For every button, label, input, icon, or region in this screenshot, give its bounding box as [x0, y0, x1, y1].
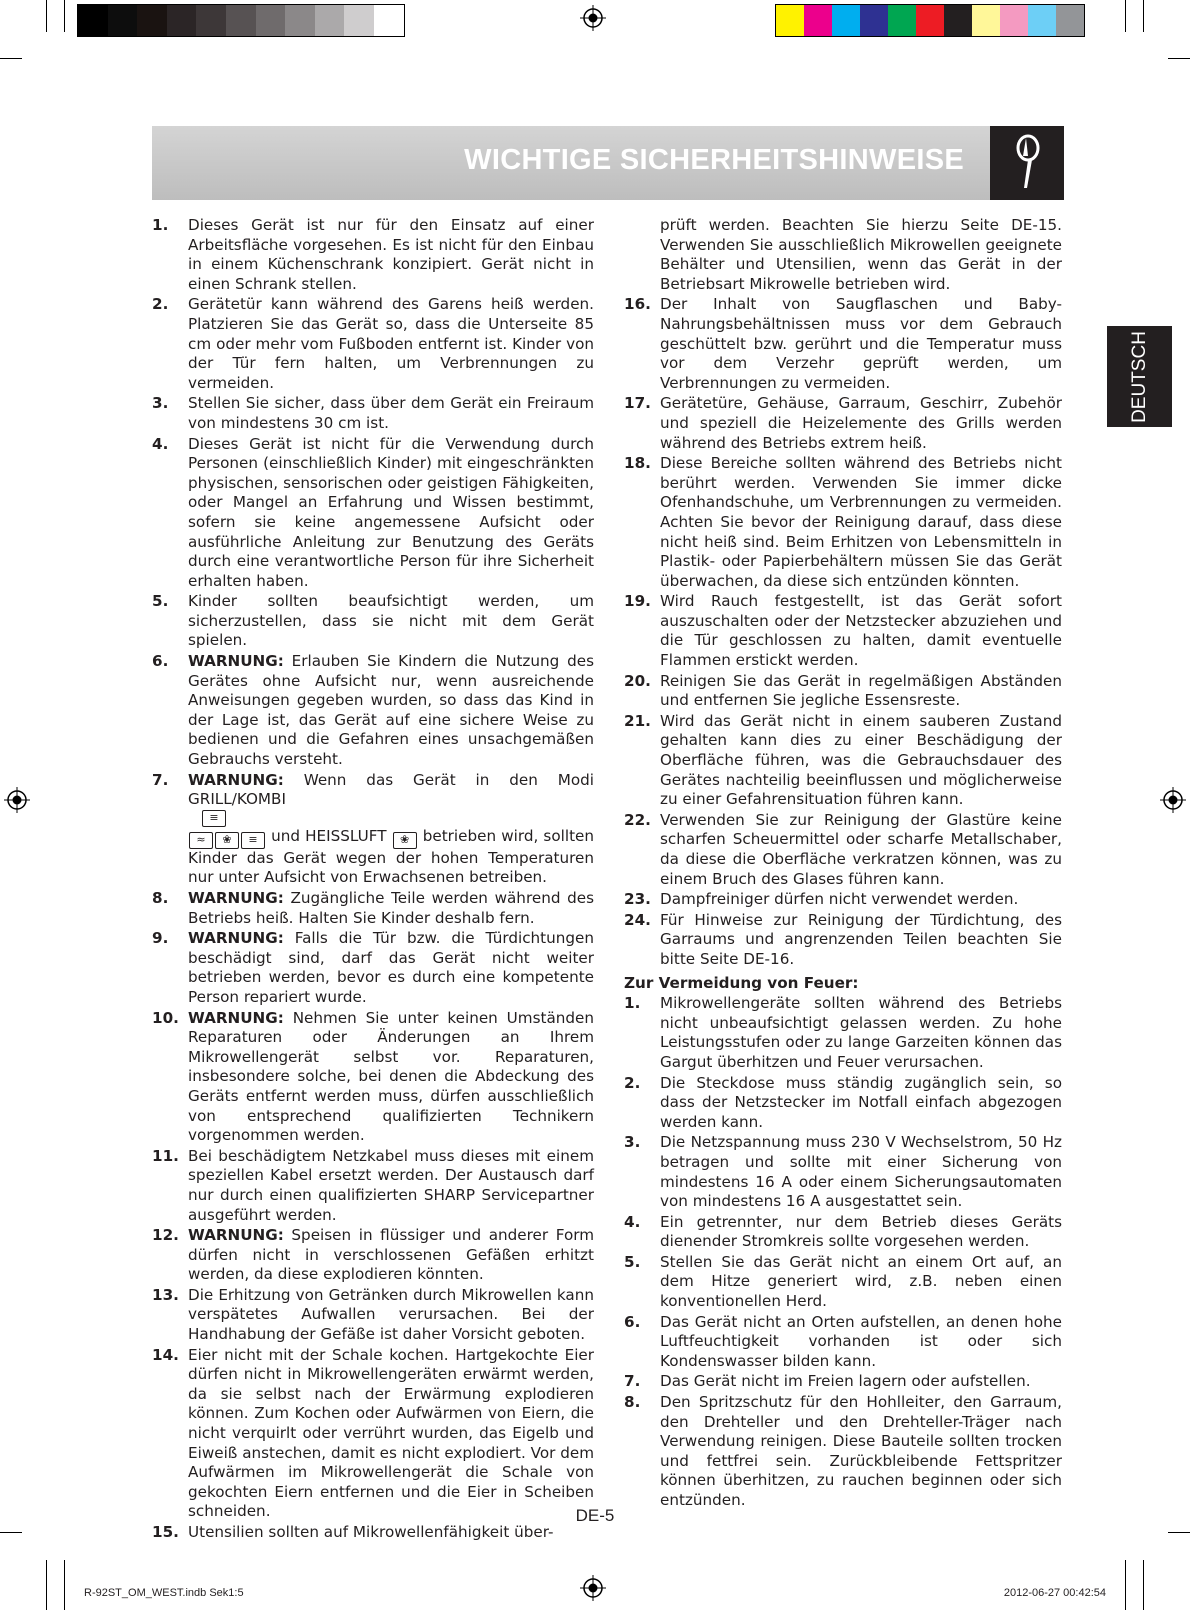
list-item: 17. Gerätetüre, Gehäuse, Garraum, Geschirr, Zubehör und speziell die Heizelemente des Grills werden während des Betriebs extrem heiß.: [624, 394, 1062, 452]
color-swatch: [944, 5, 972, 36]
registration-mark-icon: [1160, 787, 1186, 813]
color-swatch: [285, 5, 315, 36]
list-item: 20. Reinigen Sie das Gerät in regelmäßigen Abständen und entfernen Sie jegliche Essensreste.: [624, 671, 1062, 710]
registration-mark-icon: [4, 787, 30, 813]
color-swatch: [78, 5, 108, 36]
list-item: 6. Das Gerät nicht an Orten aufstellen, an denen hohe Luftfeuchtigkeit vorhanden ist oder sich Kondenswasser bilden kann.: [624, 1312, 1062, 1370]
color-swatch: [344, 5, 374, 36]
color-swatch: [1028, 5, 1056, 36]
color-swatch: [888, 5, 916, 36]
color-swatch: [1056, 5, 1084, 36]
color-swatch: [972, 5, 1000, 36]
list-item: 7. WARNUNG: Wenn das Gerät in den Modi GRILL/KOMBI ≡ ≈ ❀ ≡ und HEISSLUFT ❀ betrieben wird, sollten Kinder das Gerät wegen der hohen Temperaturen nur unter Aufsicht von Erwachsenen betreiben.: [152, 770, 594, 887]
list-item: 5. Stellen Sie das Gerät nicht an einem Ort auf, an dem Hitze generiert wird, z.B. neben einen konventionellen Herd.: [624, 1252, 1062, 1311]
color-swatch: [832, 5, 860, 36]
language-tab-label: DEUTSCH: [1128, 330, 1150, 423]
left-column: [152, 216, 594, 1544]
convection-fan-icon: ❀: [393, 832, 417, 849]
warning-label: WARNUNG:: [188, 889, 284, 907]
combi-microwave-grill-icon: ≈: [189, 832, 213, 849]
color-swatch: [108, 5, 138, 36]
list-item: 5. Kinder sollten beaufsichtigt werden, um sicherzustellen, dass sie nicht mit dem Gerät spielen.: [152, 592, 594, 650]
color-swatch: [776, 5, 804, 36]
list-item-continuation: prüft werden. Beachten Sie hierzu Seite DE-15. Verwenden Sie ausschließlich Mikrowellen geeignete Behälter und Utensilien, wenn das Gerät in der Betriebsart Mikrowelle betrieben wird.: [660, 216, 1062, 293]
list-item: 12. WARNUNG: Speisen in flüssiger und anderer Form dürfen nicht in verschlossenen Gefäßen erhitzt werden, da diese explodieren könnten.: [152, 1226, 595, 1284]
footer-filename: R-92ST_OM_WEST.indb Sek1:5: [84, 1587, 244, 1599]
color-swatch: [916, 5, 944, 36]
list-item: 24. Für Hinweise zur Reinigung der Türdichtung, des Garraums und angrenzenden Teilen beachten Sie bitte Seite DE-16.: [624, 910, 1062, 968]
crop-mark: [64, 0, 65, 32]
list-item: 19. Wird Rauch festgestellt, ist das Gerät sofort auszuschalten oder der Netzstecker abzuziehen und die Tür geschlossen zu halten, damit eventuelle Flammen erstickt werden.: [624, 592, 1062, 670]
list-item: 2. Gerätetür kann während des Garens heiß werden. Platzieren Sie das Gerät so, dass die Unterseite 85 cm oder mehr vom Fußboden entfernt ist. Kinder von der Tür fern halten, um Verbrennungen zu vermeiden.: [152, 295, 594, 392]
fire-safety-heading: Zur Vermeidung von Feuer:: [624, 973, 859, 992]
warning-label: WARNUNG:: [188, 929, 284, 948]
color-swatch: [256, 5, 286, 36]
crop-mark: [1125, 1560, 1126, 1610]
section-header: [152, 126, 1064, 200]
warning-label: WARNUNG:: [188, 770, 284, 789]
grill-mode-icon: ≡: [202, 810, 226, 827]
list-item: 23. Dampfreiniger dürfen nicht verwendet werden.: [624, 890, 1019, 909]
list-item: 16. Der Inhalt von Saugflaschen und Baby-Nahrungsbehältnissen muss vor dem Gebrauch geschüttelt bzw. gerührt und die Temperatur muss vor dem Verzehr geprüft werden, um Verbrennungen zu vermeiden.: [624, 295, 1062, 392]
list-item: 3. Stellen Sie sicher, dass über dem Gerät ein Freiraum von mindestens 30 cm ist.: [152, 394, 594, 432]
list-item: 4. Ein getrennter, nur dem Betrieb dieses Geräts dienender Stromkreis sollte vorgesehen werden.: [624, 1212, 1062, 1251]
list-item: 9. WARNUNG: Falls die Tür bzw. die Türdichtungen beschädigt sind, darf das Gerät nicht weiter betrieben werden, bevor es durch eine kompetente Person repariert wurde.: [152, 929, 594, 1006]
list-item: 13. Die Erhitzung von Getränken durch Mikrowellen kann verspätetes Aufwallen verursachen. Bei der Handhabung der Gefäße ist daher Vorsicht geboten.: [152, 1285, 594, 1344]
list-item: 8. WARNUNG: Zugängliche Teile werden während des Betriebs heiß. Halten Sie Kinder deshalb fern.: [152, 889, 595, 927]
crop-mark: [0, 1532, 22, 1533]
crop-mark: [1168, 58, 1190, 59]
warning-label: WARNUNG:: [188, 1008, 284, 1027]
section-title: WICHTIGE SICHERHEITSHINWEISE: [464, 144, 964, 176]
warning-label: WARNUNG:: [188, 652, 284, 671]
list-item: 1. Dieses Gerät ist nur für den Einsatz auf einer Arbeitsfläche vorgesehen. Es ist nicht für den Einbau in einem Küchenschrank konzipiert. Gerät nicht in einen Schrank stellen.: [152, 216, 594, 293]
color-swatch: [374, 5, 404, 36]
list-item: 4. Dieses Gerät ist nicht für die Verwendung durch Personen (einschließlich Kinder) mit eingeschränkten physischen, sensorischen oder geistigen Fähigkeiten, oder Mangel an Erfahrung und Wissen bestimmt, sofern sie keine angemessene Aufsicht oder ausführliche Anleitung zur Benutzung des Geräts durch eine verantwortliche Person für ihre Sicherheit erhalten haben.: [152, 434, 594, 590]
list-item: 14. Eier nicht mit der Schale kochen. Hartgekochte Eier dürfen nicht in Mikrowellengeräten erwärmt werden, da sie selbst nach der Erwärmung explodieren können. Zum Kochen oder Aufwärmen von Eiern, die nicht verquirlt oder verrührt wurden, das Eigelb und Eiweiß anstechen, damit es nicht explodiert. Vor dem Aufwärmen im Mikrowellengerät die Schale von gekochten Eiern entfernen und die Eier in Scheiben schneiden.: [152, 1345, 594, 1521]
page-number: DE-5: [575, 1506, 615, 1525]
crop-mark: [0, 58, 22, 59]
gray-calibration-strip: [77, 4, 405, 37]
color-swatch: [804, 5, 832, 36]
list-item: 7. Das Gerät nicht im Freien lagern oder aufstellen.: [624, 1372, 1031, 1391]
crop-mark: [64, 1560, 65, 1610]
crop-mark: [1143, 1560, 1144, 1610]
color-swatch: [137, 5, 167, 36]
list-item: 1. Mikrowellengeräte sollten während des Betriebs nicht unbeaufsichtigt gelassen werden. Zu hohe Leistungsstufen oder zu lange Garzeiten können das Gargut überhitzen und Feuer verursachen.: [624, 994, 1062, 1071]
list-item: 3. Die Netzspannung muss 230 V Wechselstrom, 50 Hz betragen und sollte mit einer Sicherung von mindestens 16 A oder einem Sicherungsautomaten von mindestens 16 A ausgestattet sein.: [624, 1133, 1062, 1211]
color-swatch: [315, 5, 345, 36]
safety-info-icon: [990, 126, 1064, 200]
list-item: 21. Wird das Gerät nicht in einem sauberen Zustand gehalten kann dies zu einer Beschädigung der Oberfläche führen, was die Gebrauchsdauer des Gerätes nachteilig beeinflussen und möglicherweise zu einer Gefahrensituation führen kann.: [624, 711, 1062, 809]
crop-mark: [1143, 0, 1144, 32]
list-item: 8. Den Spritzschutz für den Hohlleiter, den Garraum, den Drehteller und den Drehteller-Träger nach Verwendung reinigen. Diese Bauteile sollten trocken und fettfrei sein. Zurückbleibende Fettspritzer können überhitzen, zu rauchen beginnen oder sich entzünden.: [624, 1393, 1062, 1509]
crop-mark: [46, 0, 47, 32]
list-item: 2. Die Steckdose muss ständig zugänglich sein, so dass der Netzstecker im Notfall einfach abgezogen werden kann.: [624, 1073, 1062, 1131]
combi-grill-icon: ≡: [241, 832, 265, 849]
combi-fan-icon: ❀: [215, 832, 239, 849]
footer-timestamp: 2012-06-27 00:42:54: [1003, 1587, 1106, 1599]
color-swatch: [1000, 5, 1028, 36]
warning-label: WARNUNG:: [188, 1226, 284, 1245]
color-calibration-strip: [775, 4, 1085, 37]
color-swatch: [196, 5, 226, 36]
language-tab: [1107, 326, 1172, 427]
list-item: 22. Verwenden Sie zur Reinigung der Glastüre keine scharfen Scheuermittel oder scharfe Metallschaber, da diese die Oberfläche verkratzen können, was zu einem Bruch des Glases führen kann.: [624, 810, 1062, 888]
list-item: 11. Bei beschädigtem Netzkabel muss dieses mit einem speziellen Kabel ersetzt werden. Der Austausch darf nur durch einen qualifizierten SHARP Servicepartner ausgeführt werden.: [152, 1146, 594, 1224]
list-item: 10. WARNUNG: Nehmen Sie unter keinen Umständen Reparaturen oder Änderungen an Ihrem Mikrowellengerät selbst vor. Reparaturen, insbesondere solche, bei denen die Abdeckung des Geräts entfernt werden muss, dürfen ausschließlich von entsprechend qualifizierten Technikern vorgenommen werden.: [152, 1008, 594, 1145]
color-swatch: [167, 5, 197, 36]
crop-mark: [1125, 0, 1126, 32]
crop-mark: [46, 1560, 47, 1610]
list-item: 15. Utensilien sollten auf Mikrowellenfähigkeit über-: [152, 1523, 554, 1541]
list-item: 18. Diese Bereiche sollten während des Betriebs nicht berührt werden. Verwenden Sie immer dicke Ofenhandschuhe, um Verbrennungen zu vermeiden. Achten Sie bevor der Reinigung darauf, dass diese nicht heiß sind. Beim Erhitzen von Lebensmitteln in Plastik- oder Papierbehältern müssen Sie das Gerät überwachen, da diese sich entzünden könnten.: [624, 454, 1062, 590]
color-swatch: [226, 5, 256, 36]
registration-mark-icon: [580, 1575, 606, 1601]
list-item: 6. WARNUNG: Erlauben Sie Kindern die Nutzung des Gerätes ohne Aufsicht nur, wenn ausreichende Anweisungen gegeben wurden, so dass das Kind in der Lage ist, das Gerät auf eine sichere Weise zu bedienen und die Gefahren eines unsachgemäßen Gebrauchs versteht.: [152, 652, 595, 769]
color-swatch: [860, 5, 888, 36]
registration-mark-icon: [580, 5, 606, 31]
right-column: [624, 216, 1062, 1512]
crop-mark: [1168, 1532, 1190, 1533]
